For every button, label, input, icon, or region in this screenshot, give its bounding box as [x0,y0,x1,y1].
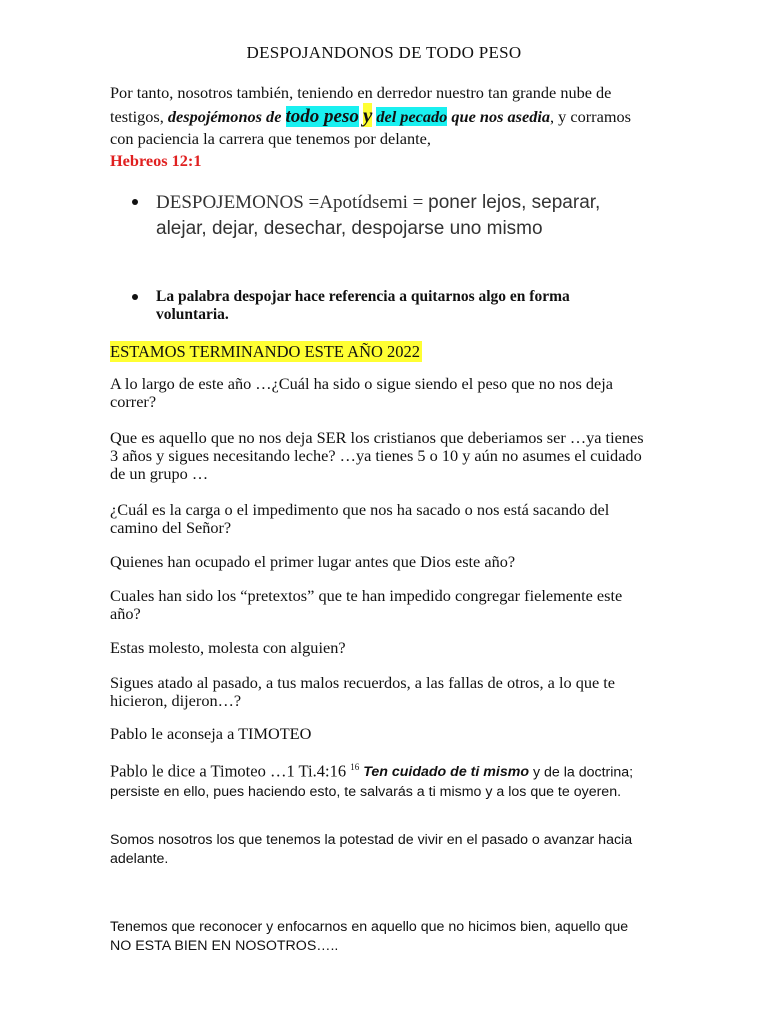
bullet-text: La palabra despojar hace referencia a quitarnos algo en forma voluntaria. [156,288,570,323]
question-2: Que es aquello que no nos deja SER los cristianos que deberiamos ser …ya tienes 3 años y sigues necesitando leche? …ya tienes 5 o 10 y aún no asumes el cuidado de un grupo … [110,428,644,483]
timoteo-lead: Pablo le dice a Timoteo …1 Ti.4:16 [110,761,351,781]
question-8: Pablo le aconseja a TIMOTEO [110,724,312,743]
bullet-lead: DESPOJEMONOS =Apotídsemi = [156,192,429,213]
timoteo-emphasis: Ten cuidado de ti mismo [363,764,530,781]
intro-paragraph [110,82,655,172]
highlight-y: y [362,103,373,127]
heading-2022 [110,342,650,362]
intro-text-2: , y corramos con paciencia la carrera que tenemos por delante, [110,107,631,148]
bullet-text [156,190,626,242]
emphasis-asedia: asedia [507,107,551,126]
question-6: Estas molesto, molesta con alguien? [110,638,346,657]
highlight-del-pecado: del pecado [376,107,448,126]
timoteo-paragraph [110,758,655,802]
bullet-definition: poner lejos, separar, alejar, dejar, desechar, despojarse uno mismo [156,192,601,239]
document-title: DESPOJANDONOS DE TODO PESO [246,43,522,62]
bullet-dot [132,199,138,205]
question-7: Sigues atado al pasado, a tus malos recuerdos, a las fallas de otros, a lo que te hicieron, dijeron…? [110,673,616,710]
timoteo-rest: y de la doctrina; persiste en ello, pues haciendo esto, te salvarás a ti mismo y a los que te oyeren. [110,764,634,801]
bullet-dot [132,294,138,300]
emphasis-que-nos: que nos [451,107,504,126]
final-paragraph: Tenemos que reconocer y enfocarnos en aquello que no hicimos bien, aquello que NO ESTA BIEN EN NOSOTROS….. [110,919,629,954]
highlight-todo-peso: todo peso [285,106,359,127]
question-1: A lo largo de este año …¿Cuál ha sido o sigue siendo el peso que no nos deja correr? [110,374,613,411]
question-5: Cuales han sido los “pretextos” que te han impedido congregar fielemente este año? [110,586,623,623]
question-4: Quienes han ocupado el primer lugar antes que Dios este año? [110,552,516,571]
intro-text: Por tanto, nosotros también, teniendo en derredor nuestro tan grande nube de testigos, [110,83,612,126]
scripture-reference: Hebreos 12:1 [110,151,202,170]
question-3: ¿Cuál es la carga o el impedimento que nos ha sacado o nos está sacando del camino del Señor? [110,500,610,537]
heading-2022-text: ESTAMOS TERMINANDO ESTE AÑO 2022 [110,342,421,361]
emphasis-despojemonos: despojémonos de [167,107,282,126]
potestad-paragraph: Somos nosotros los que tenemos la potestad de vivir en el pasado o avanzar hacia adelante. [110,832,633,867]
verse-number: 16 [350,762,360,772]
